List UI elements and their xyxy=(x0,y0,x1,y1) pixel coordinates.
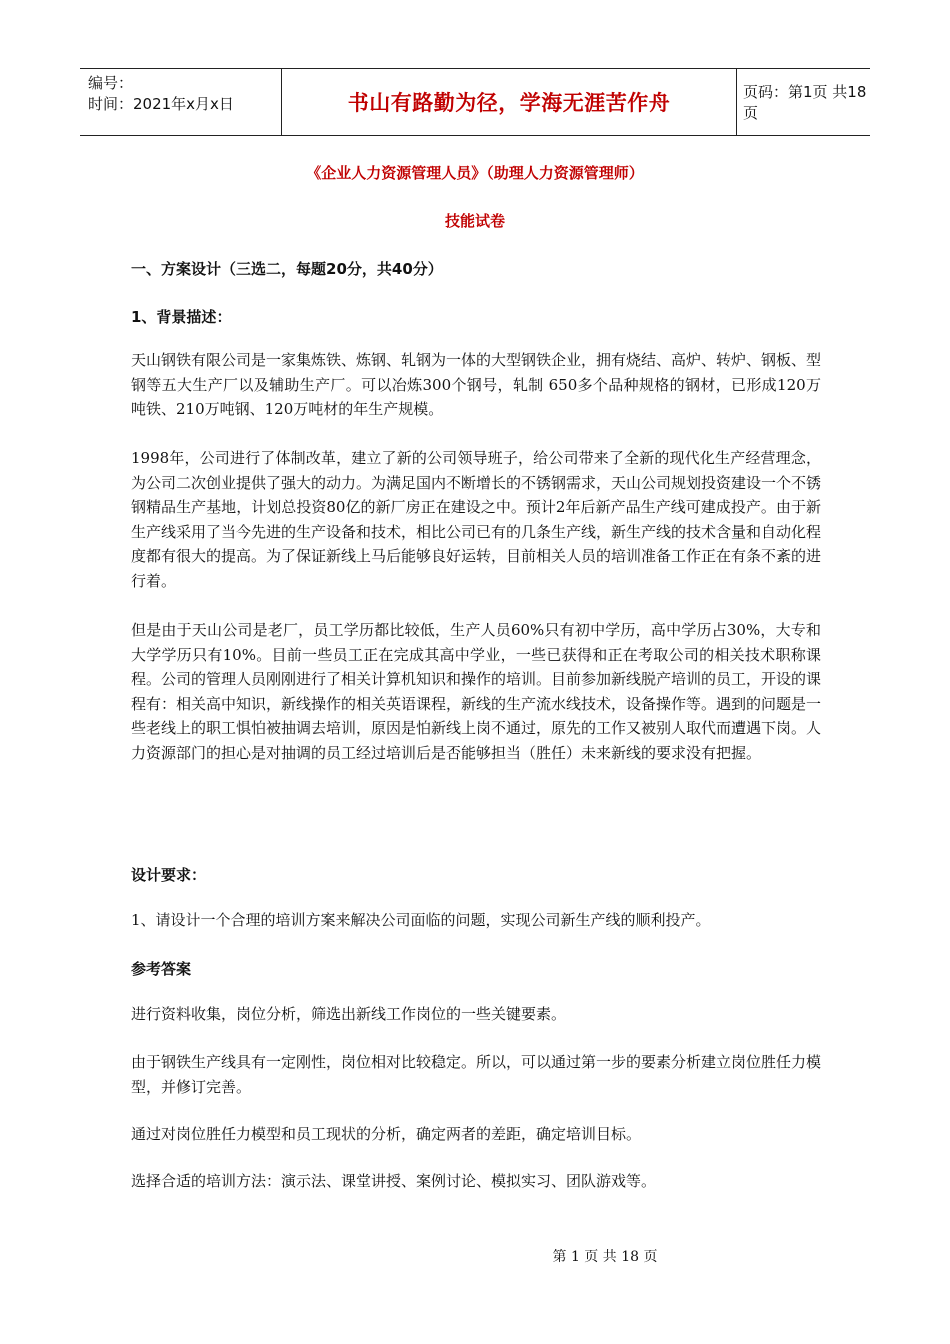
header-motto-cell xyxy=(281,69,737,135)
answer-heading: 参考答案 xyxy=(131,960,192,978)
document-title: 《企业人力资源管理人员》（助理人力资源管理师） xyxy=(306,164,644,182)
header-meta xyxy=(80,69,281,135)
question-heading: 1、背景描述： xyxy=(131,308,232,326)
background-paragraph: 天山钢铁有限公司是一家集炼铁、炼钢、轧钢为一体的大型钢铁企业，拥有烧结、高炉、转炉、钢板、型钢等五大生产厂以及辅助生产厂。可以冶炼300个钢号，轧制 650多个品种规格的钢材，已形成120万吨铁、210万吨钢、120万吨材的年生产规模。 xyxy=(131,351,822,418)
section-heading: 一、方案设计（三选二，每题20分，共40分） xyxy=(131,260,443,278)
time-label: 时间：2021年x月x日 xyxy=(88,95,234,113)
answer-paragraph: 由于钢铁生产线具有一定刚性，岗位相对比较稳定。所以，可以通过第一步的要素分析建立岗位胜任力模型，并修订完善。 xyxy=(131,1053,822,1096)
design-requirement: 1、请设计一个合理的培训方案来解决公司面临的问题，实现公司新生产线的顺利投产。 xyxy=(131,911,711,929)
page-info: 页码：第1页 共18页 xyxy=(743,83,867,122)
code-label: 编号： xyxy=(88,74,134,92)
header-page-info xyxy=(737,69,870,135)
answer-paragraph: 通过对岗位胜任力模型和员工现状的分析，确定两者的差距，确定培训目标。 xyxy=(131,1125,642,1143)
background-paragraph: 1998年，公司进行了体制改革，建立了新的公司领导班子，给公司带来了全新的现代化生产经营理念，为公司二次创业提供了强大的动力。为满足国内不断增长的不锈钢需求，天山公司规划投资建设一个不锈钢精品生产基地，计划总投资80亿的新厂房正在建设之中。预计2年后新产品生产线可建成投产。由于新生产线采用了当今先进的生产设备和技术，相比公司已有的几条生产线，新生产线的技术含量和自动化程度都有很大的提高。为了保证新线上马后能够良好运转，目前相关人员的培训准备工作正在有条不紊的进行着。 xyxy=(131,449,822,590)
background-paragraph: 但是由于天山公司是老厂，员工学历都比较低，生产人员60%只有初中学历，高中学历占30%，大专和大学学历只有10%。目前一些员工正在完成其高中学业，一些已获得和正在考取公司的相关技术职称课程。公司的管理人员刚刚进行了相关计算机知识和操作的培训。目前参加新线脱产培训的员工，开设的课程有：相关高中知识，新线操作的相关英语课程，新线的生产流水线技术，设备操作等。遇到的问题是一些老线上的职工惧怕被抽调去培训，原因是怕新线上岗不通过，原先的工作又被别人取代而遭遇下岗。人力资源部门的担心是对抽调的员工经过培训后是否能够担当（胜任）未来新线的要求没有把握。 xyxy=(131,621,822,762)
answer-paragraph: 选择合适的培训方法：演示法、课堂讲授、案例讨论、模拟实习、团队游戏等。 xyxy=(131,1172,657,1190)
design-requirements-heading: 设计要求： xyxy=(131,866,207,884)
document-subtitle: 技能试卷 xyxy=(444,212,505,230)
answer-paragraph: 进行资料收集，岗位分析，筛选出新线工作岗位的一些关键要素。 xyxy=(131,1005,567,1023)
page-header xyxy=(80,68,870,136)
page-footer: 第 1 页 共 18 页 xyxy=(552,1249,658,1265)
motto: 书山有路勤为径，学海无涯苦作舟 xyxy=(347,91,671,115)
